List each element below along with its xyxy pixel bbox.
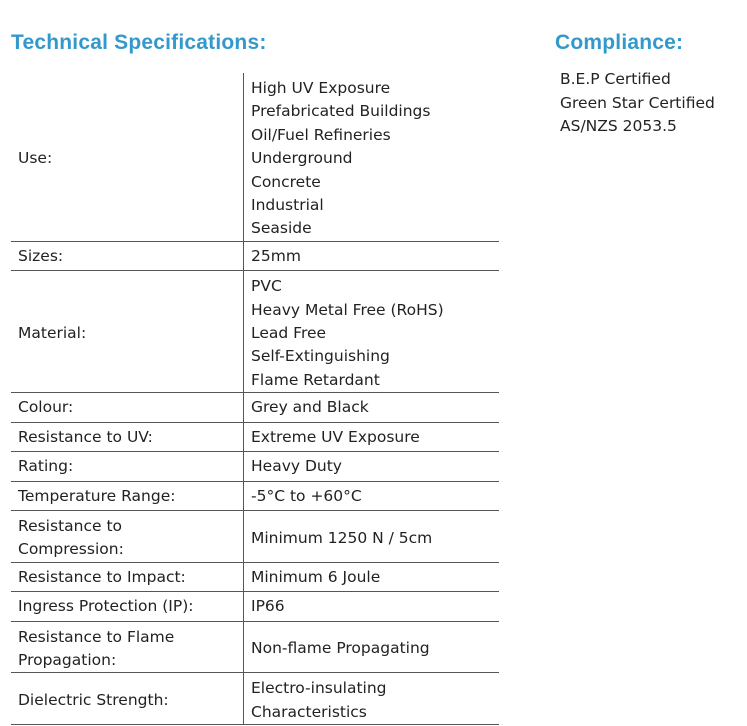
spec-value bbox=[244, 393, 500, 422]
spec-value bbox=[244, 562, 500, 591]
spec-value bbox=[244, 73, 500, 241]
spec-row bbox=[11, 592, 499, 621]
spec-value bbox=[244, 621, 500, 673]
spec-label: Resistance to Compression: bbox=[11, 510, 244, 562]
spec-row bbox=[11, 73, 499, 241]
spec-value-line: Lead Free bbox=[251, 324, 327, 343]
spec-value bbox=[244, 510, 500, 562]
spec-value-line: Industrial bbox=[251, 196, 324, 215]
spec-value-line: Flame Retardant bbox=[251, 370, 380, 389]
spec-label: Sizes: bbox=[11, 241, 244, 270]
spec-row bbox=[11, 393, 499, 422]
spec-row bbox=[11, 271, 499, 393]
compliance-item: B.E.P Certified bbox=[560, 70, 671, 88]
spec-row bbox=[11, 481, 499, 510]
spec-value bbox=[244, 452, 500, 481]
spec-value-line: IP66 bbox=[251, 597, 285, 616]
spec-table bbox=[11, 73, 499, 725]
spec-value-line: Heavy Duty bbox=[251, 457, 342, 476]
spec-row bbox=[11, 452, 499, 481]
spec-value-line: Oil/Fuel Refineries bbox=[251, 125, 391, 144]
spec-value-line: -5°C to +60°C bbox=[251, 486, 362, 505]
spec-value-line: Self-Extinguishing bbox=[251, 347, 390, 366]
compliance-item: Green Star Certified bbox=[560, 93, 715, 112]
spec-label: Use: bbox=[11, 73, 244, 241]
spec-row bbox=[11, 562, 499, 591]
spec-label: Ingress Protection (IP): bbox=[11, 592, 244, 621]
spec-label: Material: bbox=[11, 271, 244, 393]
spec-value bbox=[244, 271, 500, 393]
spec-label: Colour: bbox=[11, 393, 244, 422]
spec-value-line: Minimum 6 Joule bbox=[251, 567, 381, 586]
compliance-item: AS/NZS 2053.5 bbox=[560, 117, 677, 135]
spec-value bbox=[244, 241, 500, 270]
spec-value-line: Non-flame Propagating bbox=[251, 639, 430, 658]
compliance-list bbox=[560, 68, 715, 139]
spec-label: Temperature Range: bbox=[11, 481, 244, 510]
spec-table-body bbox=[11, 73, 499, 725]
spec-value-line: Minimum 1250 N / 5cm bbox=[251, 528, 433, 547]
spec-row bbox=[11, 422, 499, 451]
spec-row bbox=[11, 673, 499, 725]
spec-value bbox=[244, 592, 500, 621]
compliance-heading: Compliance: bbox=[555, 31, 684, 54]
spec-value bbox=[244, 422, 500, 451]
technical-specifications-heading: Technical Specifications: bbox=[11, 31, 267, 54]
spec-label: Rating: bbox=[11, 452, 244, 481]
spec-label: Resistance to Flame Propagation: bbox=[11, 621, 244, 673]
spec-value-line: 25mm bbox=[251, 246, 301, 265]
spec-row bbox=[11, 621, 499, 673]
spec-value bbox=[244, 481, 500, 510]
spec-label: Dielectric Strength: bbox=[11, 673, 244, 725]
spec-value-line: Concrete bbox=[251, 172, 321, 191]
spec-label: Resistance to UV: bbox=[11, 422, 244, 451]
spec-value-line: Electro-insulating bbox=[251, 679, 387, 698]
spec-value-line: Heavy Metal Free (RoHS) bbox=[251, 300, 444, 319]
spec-value-line: PVC bbox=[251, 277, 282, 296]
spec-value-line: Grey and Black bbox=[251, 398, 369, 417]
spec-row bbox=[11, 241, 499, 270]
spec-value-line: Seaside bbox=[251, 219, 312, 238]
spec-value-line: Underground bbox=[251, 149, 353, 168]
spec-value-line: Extreme UV Exposure bbox=[251, 427, 420, 446]
spec-value-line: Prefabricated Buildings bbox=[251, 102, 431, 121]
spec-label: Resistance to Impact: bbox=[11, 562, 244, 591]
spec-value bbox=[244, 673, 500, 725]
spec-row bbox=[11, 510, 499, 562]
spec-value-line: Characteristics bbox=[251, 702, 367, 721]
spec-value-line: High UV Exposure bbox=[251, 79, 391, 97]
